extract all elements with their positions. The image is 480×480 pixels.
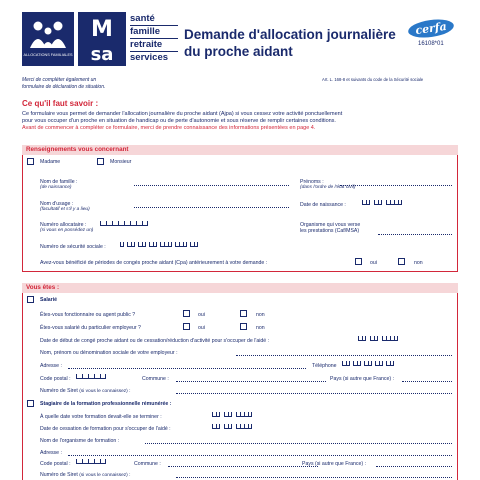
intro-line3: Avant de commencer à compléter ce formulaire, merci de prendre connaissance des informations présentées en page 4.	[22, 125, 316, 131]
code-postal-field[interactable]	[76, 374, 106, 379]
conges-oui-label: oui	[370, 260, 377, 266]
code-postal2-label: Code postal :	[40, 461, 71, 467]
commune2-label: Commune :	[134, 461, 161, 467]
prenoms-text: Prénoms :	[300, 179, 324, 185]
nom-organisme-formation-field[interactable]	[145, 443, 452, 444]
pays-label: Pays (si autre que France) :	[330, 376, 395, 382]
siret2-label	[40, 472, 130, 478]
num-secu-label: Numéro de sécurité sociale :	[40, 244, 106, 250]
conges-oui-checkbox[interactable]	[355, 258, 362, 265]
left-note	[22, 77, 105, 90]
adresse2-field[interactable]	[68, 455, 452, 456]
stagiaire-checkbox[interactable]	[27, 400, 34, 407]
pays2-field[interactable]	[376, 466, 452, 467]
conges-non-checkbox[interactable]	[398, 258, 405, 265]
nom-usage-label	[40, 201, 90, 213]
page-title-line1: Demande d'allocation journalière	[184, 27, 396, 42]
nom-usage-sub: (facultatif et s'il y a lieu)	[40, 207, 90, 212]
date-naissance-field[interactable]	[362, 200, 402, 205]
page-title	[184, 26, 394, 60]
siret-field[interactable]	[176, 393, 452, 394]
date-fin-formation-label: À quelle date votre formation devait-elle se terminer :	[40, 414, 162, 420]
telephone-field[interactable]	[342, 361, 394, 366]
num-secu-field[interactable]	[120, 242, 198, 247]
fonctionnaire-oui-label: oui	[198, 312, 205, 318]
msa-line-sante: santé	[130, 13, 178, 26]
siret-sub: (si vous le connaissez) :	[79, 389, 131, 394]
monsieur-checkbox[interactable]	[97, 158, 104, 165]
cerfa-lettering: cerfa	[414, 19, 448, 38]
commune-label: Commune :	[142, 376, 169, 382]
intro-line1: Ce formulaire vous permet de demander l'allocation journalière du proche aidant (Ajpa) si vous cessez votre activité ponctuellement	[22, 111, 343, 117]
siret2-text: Numéro de Siret	[40, 472, 78, 478]
caf-lettering: ALLOCATIONS FAMILIALES	[23, 53, 73, 57]
section-personal-info-title: Renseignements vous concernant	[26, 146, 129, 153]
num-allocataire-text: Numéro allocataire :	[40, 222, 87, 228]
fonctionnaire-non-label: non	[256, 312, 265, 318]
left-note-line2: formulaire de déclaration de situation.	[22, 83, 106, 90]
organisme-line2: les prestations (Caf/MSA)	[300, 228, 360, 234]
nom-organisme-formation-label: Nom de l'organisme de formation :	[40, 438, 120, 444]
prenoms-field[interactable]	[340, 185, 452, 186]
siret2-sub: (si vous le connaissez) :	[79, 473, 131, 478]
siret-label	[40, 388, 130, 394]
adresse2-label: Adresse :	[40, 450, 62, 456]
intro-line2: pour vous occuper d'un proche en situation de handicap ou de perte d'autonomie et sous réserve de remplir certaines conditions.	[22, 118, 336, 124]
num-allocataire-field[interactable]	[100, 221, 148, 226]
conges-non-label: non	[414, 260, 423, 266]
particulier-non-label: non	[256, 325, 265, 331]
legal-reference: Art. L. 168-8 et suivants du code de la Sécurité sociale	[322, 77, 424, 82]
caf-family-icon	[22, 14, 74, 54]
pays2-label: Pays (si autre que France) :	[302, 461, 367, 467]
nom-usage-field[interactable]	[134, 207, 289, 208]
section-status-header	[22, 283, 458, 293]
madame-checkbox[interactable]	[27, 158, 34, 165]
commune-field[interactable]	[176, 381, 326, 382]
fonctionnaire-oui-checkbox[interactable]	[183, 310, 190, 317]
telephone-label: Téléphone	[312, 363, 337, 369]
date-cessation-formation-field[interactable]	[212, 424, 252, 429]
particulier-non-checkbox[interactable]	[240, 323, 247, 330]
svg-text:sa: sa	[90, 44, 114, 65]
stagiaire-label: Stagiaire de la formation professionnelle rémunérée :	[40, 401, 172, 407]
page-title-line2: du proche aidant	[184, 44, 293, 59]
fonctionnaire-non-checkbox[interactable]	[240, 310, 247, 317]
num-allocataire-label	[40, 222, 93, 234]
particulier-oui-label: oui	[198, 325, 205, 331]
intro-text	[22, 111, 462, 132]
date-debut-conge-label: Date de début de congé proche aidant ou de cessation/réduction d'activité pour s'occuper de l'aidé :	[40, 338, 270, 344]
form-number: 16108*01	[418, 41, 444, 47]
msa-line-famille: famille	[130, 26, 178, 39]
nom-employeur-label: Nom, prénom ou dénomination sociale de votre employeur :	[40, 350, 178, 356]
caf-logo	[22, 12, 74, 66]
pays-field[interactable]	[402, 381, 452, 382]
date-fin-formation-field[interactable]	[212, 412, 252, 417]
particulier-label: Êtes-vous salarié du particulier employeur ?	[40, 325, 141, 331]
siret2-field[interactable]	[176, 477, 452, 478]
date-cessation-formation-label: Date de cessation de formation pour s'occuper de l'aidé :	[40, 426, 171, 432]
organisme-line1: Organisme qui vous verse	[300, 222, 361, 228]
conges-question: Avez-vous bénéficié de périodes de congés proche aidant (Cpa) antérieurement à votre demande :	[40, 260, 268, 266]
date-debut-conge-field[interactable]	[358, 336, 398, 341]
nom-employeur-field[interactable]	[236, 355, 452, 356]
organisme-field[interactable]	[378, 234, 452, 235]
particulier-oui-checkbox[interactable]	[183, 323, 190, 330]
salarie-checkbox[interactable]	[27, 296, 34, 303]
msa-line-services: services	[130, 52, 169, 63]
msa-line-retraite: retraite	[130, 39, 178, 52]
nom-famille-sub: (de naissance)	[40, 185, 72, 190]
monsieur-label: Monsieur	[110, 159, 132, 165]
intro-heading: Ce qu'il faut savoir :	[22, 99, 99, 108]
code-postal2-field[interactable]	[76, 459, 106, 464]
num-allocataire-sub: (si vous en possédez un)	[40, 228, 94, 233]
commune2-field[interactable]	[168, 466, 318, 467]
organisme-label	[300, 222, 360, 234]
adresse-field[interactable]	[68, 368, 306, 369]
adresse-label: Adresse :	[40, 363, 62, 369]
nom-usage-text: Nom d'usage :	[40, 201, 74, 207]
nom-famille-text: Nom de famille :	[40, 179, 78, 185]
siret-text: Numéro de Siret	[40, 388, 78, 394]
msa-logo	[78, 12, 126, 66]
cerfa-logo	[407, 17, 455, 40]
code-postal-label: Code postal :	[40, 376, 71, 382]
section-status-title: Vous êtes :	[26, 284, 60, 291]
msa-tagline	[130, 13, 178, 64]
fonctionnaire-label: Êtes-vous fonctionnaire ou agent public ?	[40, 312, 136, 318]
left-note-line1: Merci de compléter également un	[22, 77, 97, 83]
prenoms-sub: (dans l'ordre de l'état civil)	[300, 185, 356, 190]
madame-label: Madame	[40, 159, 61, 165]
date-naissance-label: Date de naissance :	[300, 202, 346, 208]
nom-famille-label	[40, 179, 77, 191]
nom-famille-field[interactable]	[134, 185, 289, 186]
section-personal-info-header	[22, 145, 458, 155]
salarie-label: Salarié	[40, 297, 58, 303]
msa-mark-icon	[78, 12, 126, 66]
svg-text:M: M	[91, 17, 113, 42]
